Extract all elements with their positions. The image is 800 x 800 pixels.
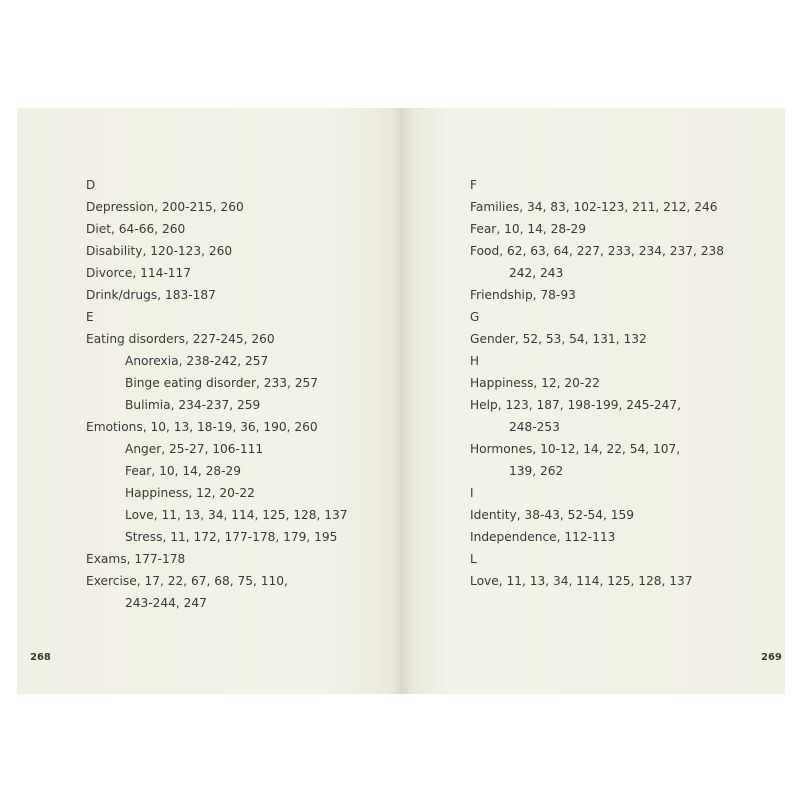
right-page: [401, 108, 785, 694]
page-number-right: 269: [761, 652, 782, 663]
index-subentry: Happiness, 12, 20-22: [125, 486, 255, 500]
index-subentry: Love, 11, 13, 34, 114, 125, 128, 137: [125, 508, 348, 522]
index-entry: Exercise, 17, 22, 67, 68, 75, 110,: [86, 574, 288, 588]
index-entry: Exams, 177-178: [86, 552, 186, 566]
index-entry: Drink/drugs, 183-187: [86, 288, 216, 302]
index-entry: Fear, 10, 14, 28-29: [470, 222, 586, 236]
index-entry: Emotions, 10, 13, 18-19, 36, 190, 260: [86, 420, 318, 434]
index-subentry: Bulimia, 234-237, 259: [125, 398, 261, 412]
index-letter-heading: I: [470, 486, 475, 500]
index-subentry: Stress, 11, 172, 177-178, 179, 195: [125, 530, 338, 544]
book-gutter: [389, 108, 413, 694]
index-entry: Families, 34, 83, 102-123, 211, 212, 246: [470, 200, 718, 214]
index-entry-continuation: 248-253: [509, 420, 560, 434]
index-letter-heading: L: [470, 552, 478, 566]
index-entry: Depression, 200-215, 260: [86, 200, 244, 214]
index-entry: Eating disorders, 227-245, 260: [86, 332, 275, 346]
index-entry: Food, 62, 63, 64, 227, 233, 234, 237, 238: [470, 244, 725, 258]
index-entry: Disability, 120-123, 260: [86, 244, 233, 258]
index-entry-continuation: 139, 262: [509, 464, 564, 478]
index-letter-heading: D: [86, 178, 97, 192]
index-letter-heading: H: [470, 354, 481, 368]
index-letter-heading: G: [470, 310, 481, 324]
index-subentry: Anger, 25-27, 106-111: [125, 442, 264, 456]
index-entry: Independence, 112-113: [470, 530, 616, 544]
index-entry: Happiness, 12, 20-22: [470, 376, 600, 390]
index-entry-continuation: 243-244, 247: [125, 596, 207, 610]
index-entry: Love, 11, 13, 34, 114, 125, 128, 137: [470, 574, 693, 588]
index-entry: Help, 123, 187, 198-199, 245-247,: [470, 398, 682, 412]
index-subentry: Fear, 10, 14, 28-29: [125, 464, 241, 478]
index-entry: Friendship, 78-93: [470, 288, 576, 302]
index-letter-heading: F: [470, 178, 478, 192]
index-subentry: Binge eating disorder, 233, 257: [125, 376, 319, 390]
index-entry: Divorce, 114-117: [86, 266, 192, 280]
index-entry-continuation: 242, 243: [509, 266, 564, 280]
left-page: [17, 108, 401, 694]
index-entry: Diet, 64-66, 260: [86, 222, 186, 236]
page-number-left: 268: [30, 652, 51, 663]
index-entry: Hormones, 10-12, 14, 22, 54, 107,: [470, 442, 681, 456]
book-spread: [17, 108, 785, 694]
right-index: [470, 174, 724, 592]
index-entry: Identity, 38-43, 52-54, 159: [470, 508, 635, 522]
index-entry: Gender, 52, 53, 54, 131, 132: [470, 332, 647, 346]
index-subentry: Anorexia, 238-242, 257: [125, 354, 269, 368]
left-index: [86, 174, 348, 614]
index-letter-heading: E: [86, 310, 95, 324]
